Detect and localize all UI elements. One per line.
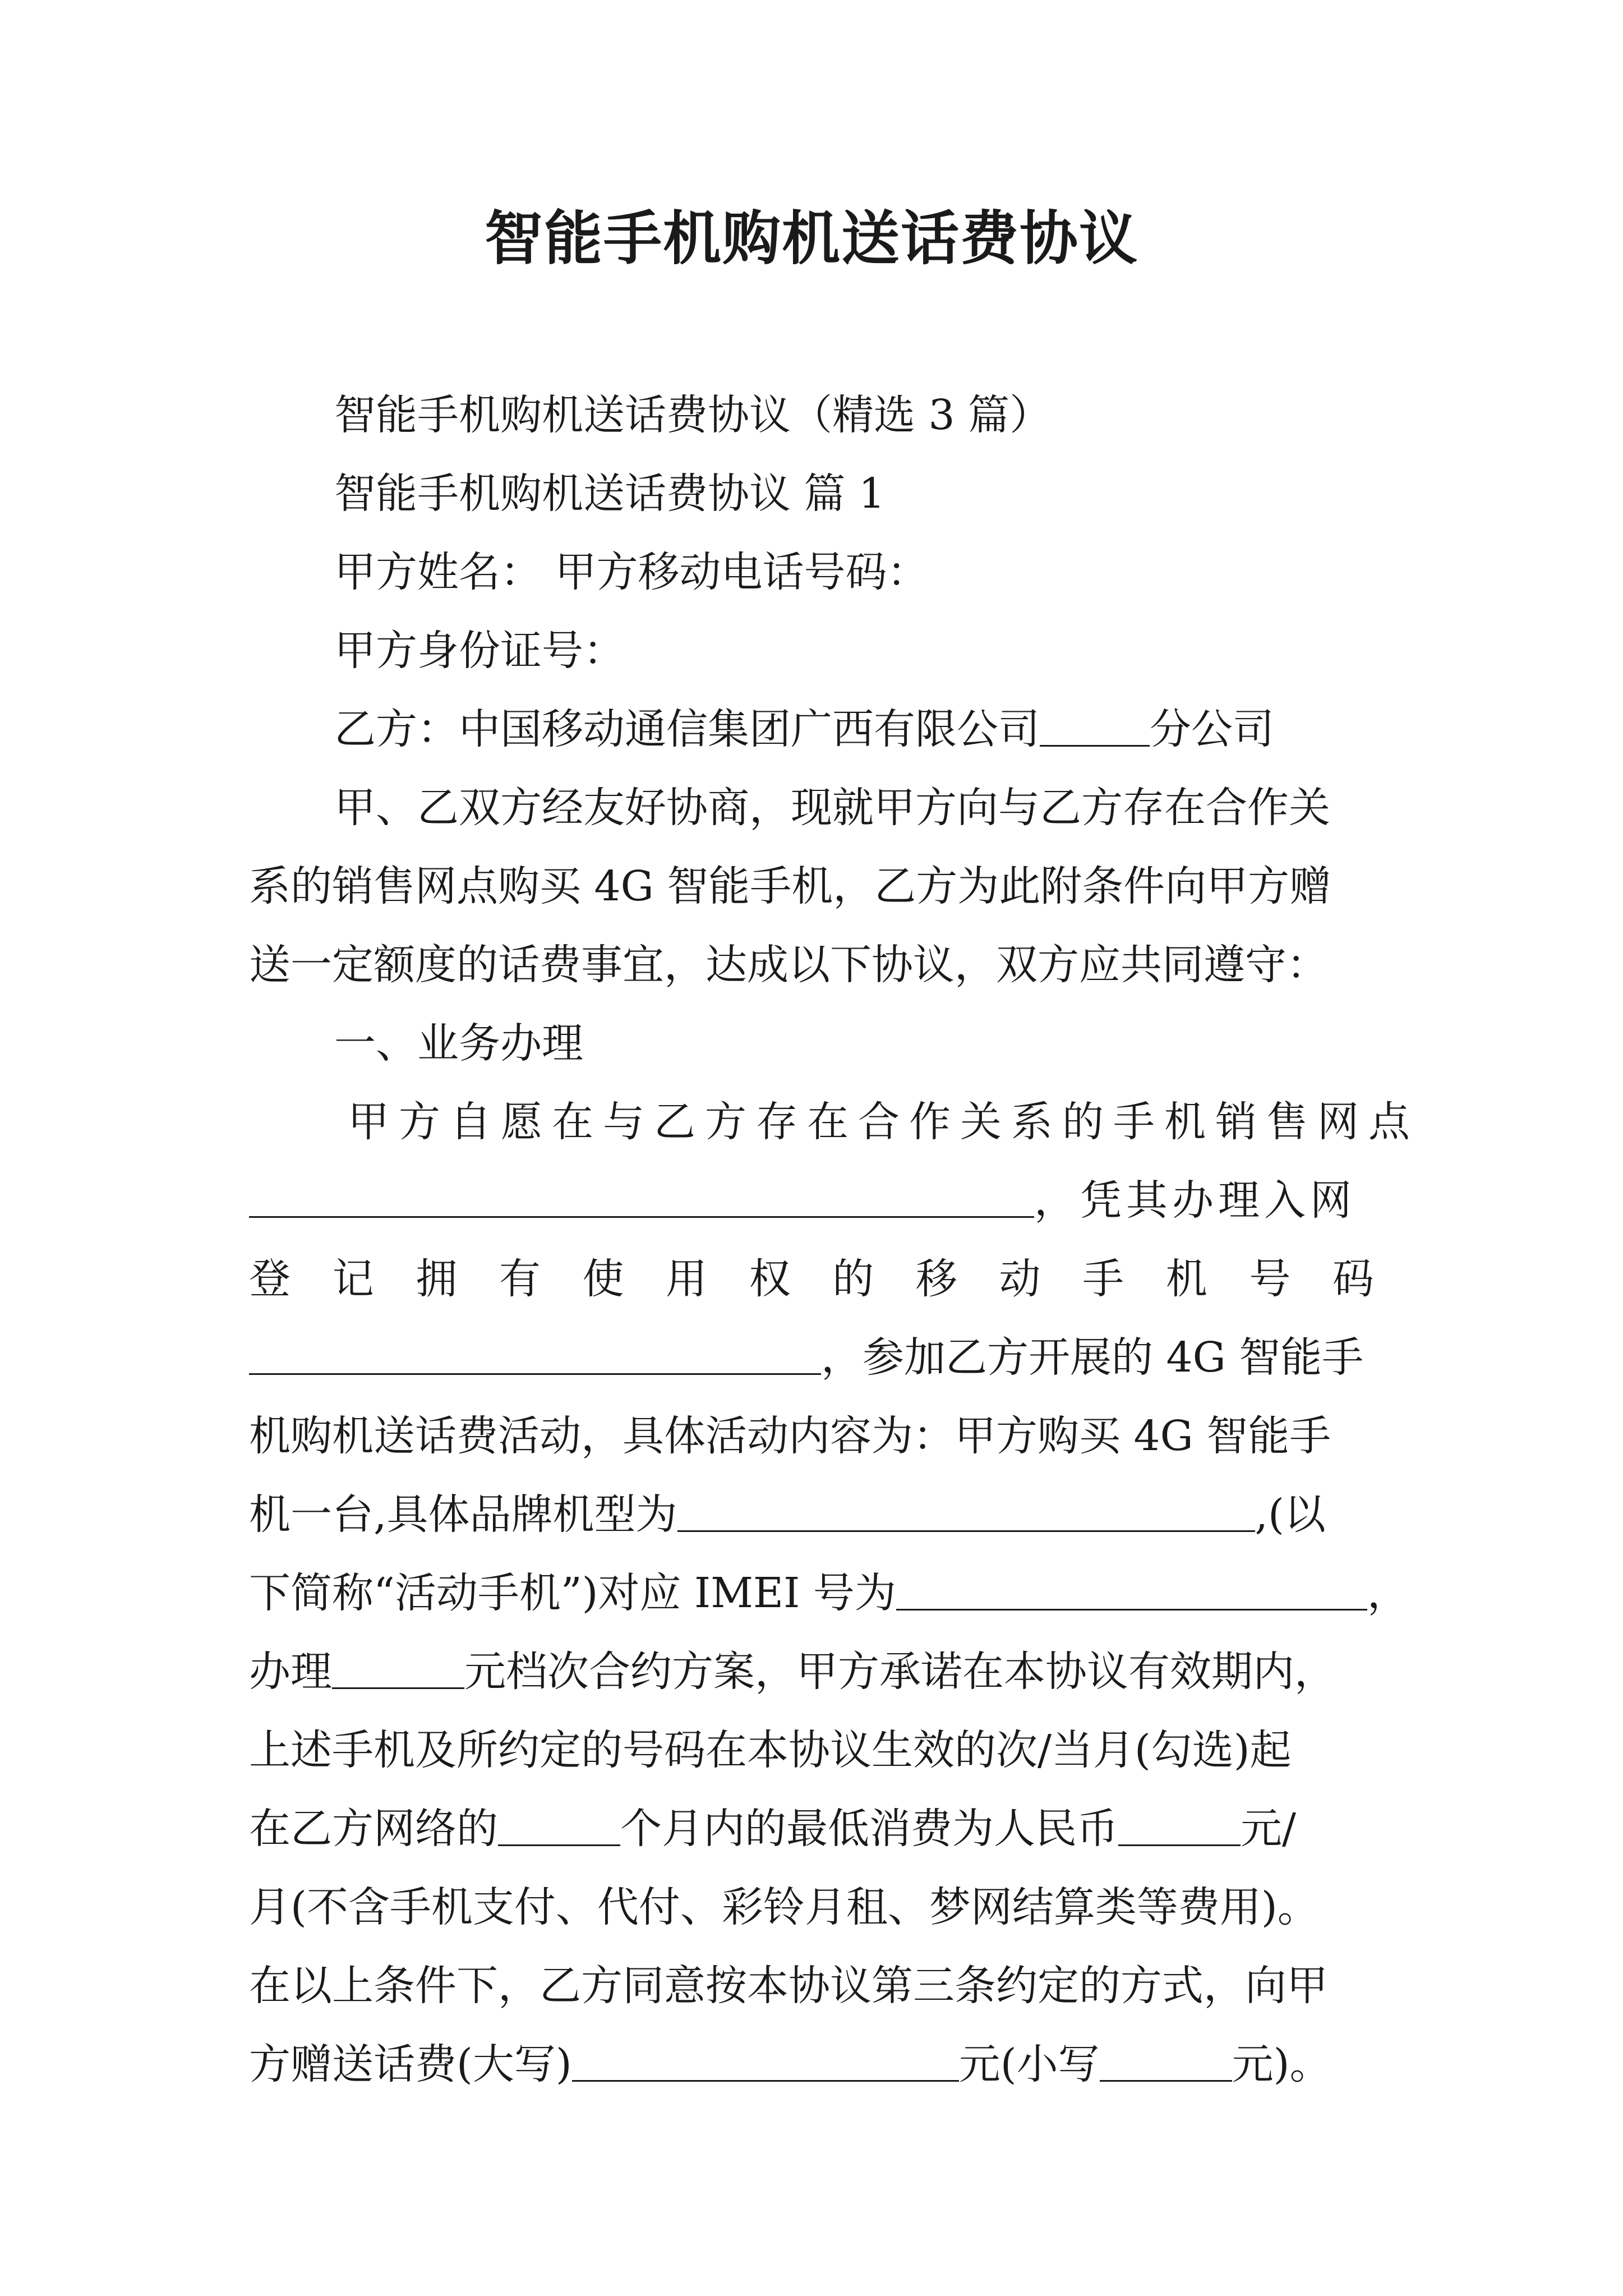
char: 使 xyxy=(582,1255,624,1303)
paragraph-text: 元(小写 xyxy=(958,2040,1100,2088)
char: 记 xyxy=(332,1255,374,1303)
paragraph-line xyxy=(249,1789,1374,1868)
paragraph-text: 元)。 xyxy=(1232,2040,1331,2088)
paragraph-text: 元档次合约方案，甲方承诺在本协议有效期内， xyxy=(464,1648,1336,1696)
char: 手 xyxy=(1082,1255,1124,1303)
paragraph-line xyxy=(249,1161,1374,1240)
paragraph-text: ， xyxy=(1367,1569,1409,1617)
paragraph-line: 月(不含手机支付、代付、彩铃月租、梦网结算类等费用)。 xyxy=(249,1883,1319,1931)
paragraph-text: 元/ xyxy=(1241,1805,1296,1853)
months-blank xyxy=(498,1803,620,1846)
char: 的 xyxy=(832,1255,874,1303)
paragraph-text: ,(以 xyxy=(1255,1490,1326,1539)
paragraph-line xyxy=(249,2025,1374,2104)
paragraph-text: 个月内的最低消费为人民币 xyxy=(620,1805,1118,1853)
party-b-label: 乙方：中国移动通信集团广西有限公司 xyxy=(334,705,1040,753)
paragraph-line: 系的销售网点购买 4G 智能手机，乙方为此附条件向甲方赠 xyxy=(249,862,1331,910)
subtitle-line: 智能手机购机送话费协议（精选 3 篇） xyxy=(334,391,1052,439)
paragraph-line: 甲、乙双方经友好协商，现就甲方向与乙方存在合作关 xyxy=(334,784,1330,832)
branch-suffix: 分公司 xyxy=(1150,705,1274,753)
spaced-line xyxy=(249,1240,1374,1318)
paragraph-text: 在乙方网络的 xyxy=(249,1805,498,1853)
paragraph-line xyxy=(249,1554,1409,1632)
document-body xyxy=(249,376,1419,2104)
gift-amount-digits-blank xyxy=(1100,2039,1232,2082)
party-a-name-line: 甲方姓名： 甲方移动电话号码： xyxy=(334,548,929,596)
char: 拥 xyxy=(416,1255,458,1303)
paragraph-line xyxy=(249,1083,1419,1161)
party-a-id-line: 甲方身份证号： xyxy=(334,627,625,675)
paragraph-line: 送一定额度的话费事宜，达成以下协议，双方应共同遵守： xyxy=(249,941,1328,989)
char: 权 xyxy=(749,1255,791,1303)
clause-heading: 一、业务办理 xyxy=(334,1019,583,1068)
char: 码 xyxy=(1332,1255,1374,1303)
minimum-fee-blank xyxy=(1118,1803,1241,1846)
char: 动 xyxy=(999,1255,1041,1303)
paragraph-text: 办理 xyxy=(249,1648,332,1696)
gift-amount-words-blank xyxy=(572,2039,959,2082)
document-title: 智能手机购机送话费协议 xyxy=(484,204,1138,273)
paragraph-text: 机一台,具体品牌机型为 xyxy=(249,1490,677,1539)
section-heading: 智能手机购机送话费协议 篇 1 xyxy=(334,470,886,518)
sales-point-blank xyxy=(249,1175,1034,1218)
plan-amount-blank xyxy=(332,1646,464,1689)
paragraph-line xyxy=(249,1318,1374,1397)
paragraph-text: 下简称“活动手机”)对应 IMEI 号为 xyxy=(249,1569,896,1617)
party-b-line xyxy=(249,690,1374,769)
paragraph-text: ，凭其办理入网 xyxy=(1034,1176,1356,1225)
char: 登 xyxy=(249,1255,291,1303)
paragraph-text: 甲方自愿在与乙方存在合作关系的手机销售网点 xyxy=(348,1098,1419,1146)
paragraph-text: 方赠送话费(大写) xyxy=(249,2040,572,2088)
paragraph-line: 在以上条件下，乙方同意按本协议第三条约定的方式，向甲 xyxy=(249,1962,1328,2010)
paragraph-line: 机购机送话费活动，具体活动内容为：甲方购买 4G 智能手 xyxy=(249,1412,1331,1460)
paragraph-text: ，参加乙方开展的 4G 智能手 xyxy=(821,1333,1364,1382)
char: 机 xyxy=(1165,1255,1207,1303)
char: 移 xyxy=(915,1255,957,1303)
imei-blank xyxy=(896,1567,1367,1611)
char: 有 xyxy=(499,1255,541,1303)
paragraph-line xyxy=(249,1475,1374,1554)
paragraph-line xyxy=(249,1632,1374,1711)
model-blank xyxy=(677,1489,1255,1532)
phone-number-blank xyxy=(249,1332,821,1375)
paragraph-line: 上述手机及所约定的号码在本协议生效的次/当月(勾选)起 xyxy=(249,1726,1292,1774)
char: 用 xyxy=(666,1255,708,1303)
char: 号 xyxy=(1249,1255,1291,1303)
branch-blank xyxy=(1040,703,1150,747)
